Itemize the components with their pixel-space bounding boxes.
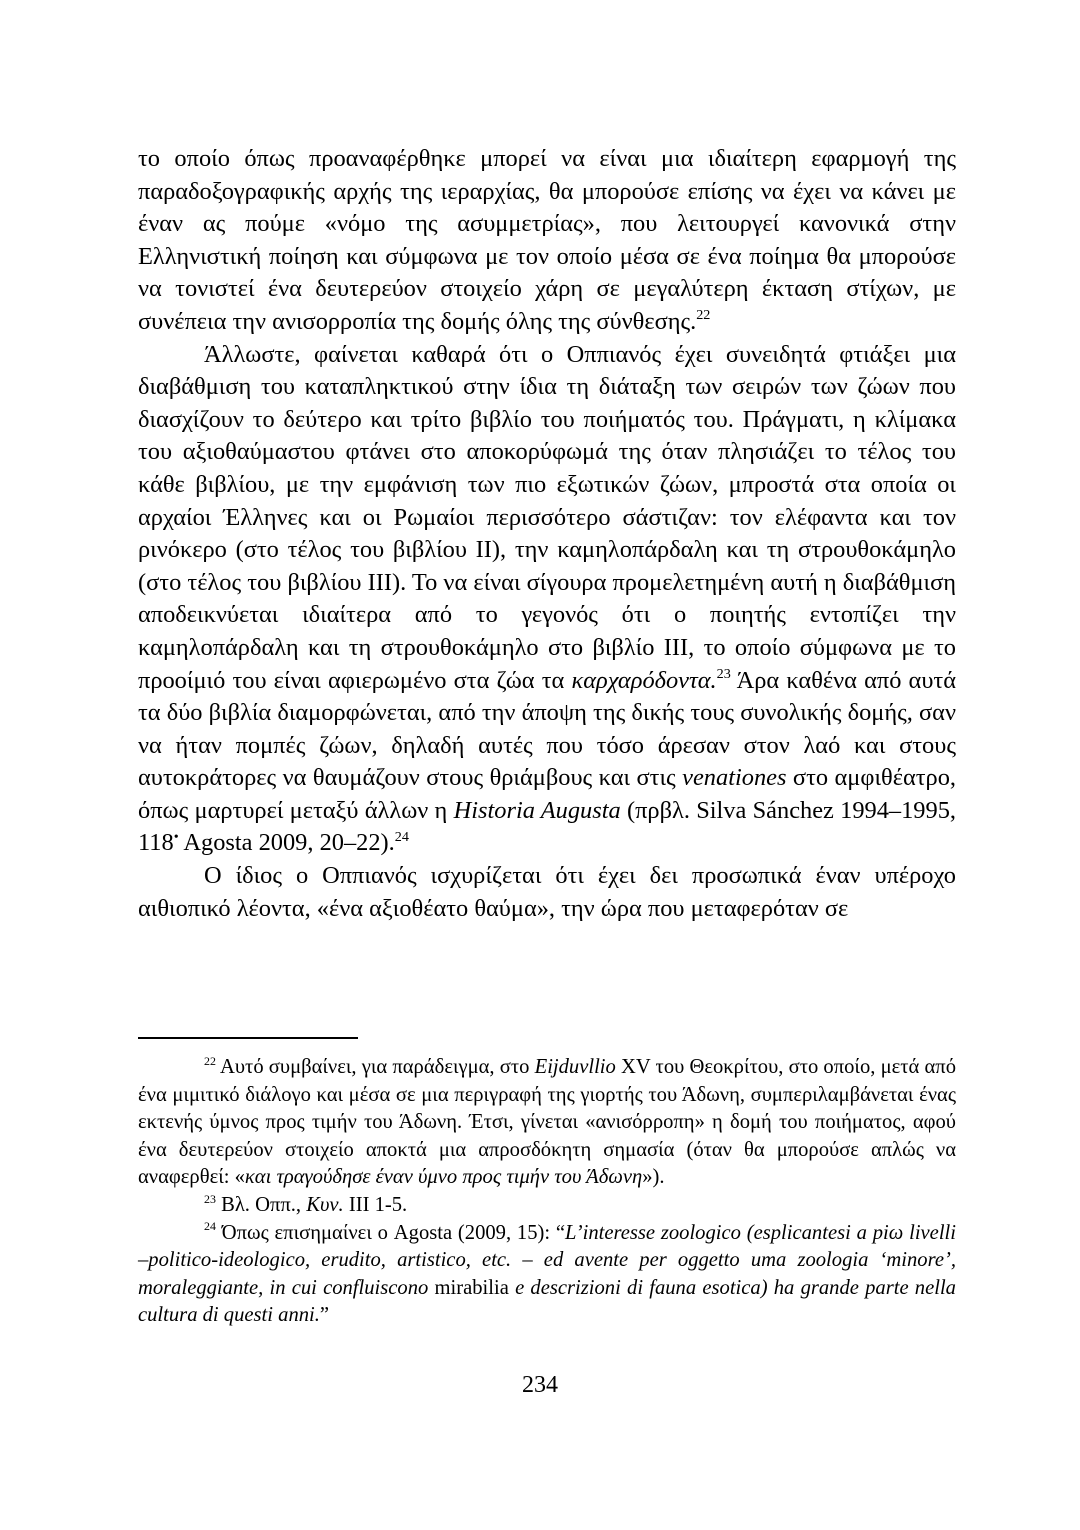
footnote-23: $^{23}$ Βλ. Οππ., Κυν. III 1-5. <box>204 1191 408 1216</box>
emphasis-karcharodonta: καρχαρόδοντα. <box>571 666 717 694</box>
paragraph-3: Ο ίδιος ο Οππιανός ισχυρίζεται ότι έχει δει προσωπικά έναν υπέροχο αιθιοπικό λέοντα, «ένα αξιοθέατο θαύμα», την ώρα που μεταφερόταν σε <box>138 862 956 922</box>
paragraph-2: Άλλωστε, φαίνεται καθαρά ότι ο Οππιανός έχει συνειδητά φτιάξει μια διαβάθμιση του καταπληκτικού στην ίδια τη διάταξη των σειρών των ζώων που διασχίζουν το δεύτερο και τρίτο βιβλίο του ποιήματός του. Πράγματι, η κλίμακα του αξιοθαύμαστου φτάνει στο αποκορύφωμά της όταν πλησιάζει το τέλος του κάθε βιβλίου, με την εμφάνιση των πιο εξωτικών ζώων, μπροστά στα οποία οι αρχαίοι Έλληνες και οι Ρωμαίοι περισσότερο σάστιζαν: τον ελέφαντα και τον ρινόκερο (στο τέλος του βιβλίου II), την καμηλοπάρδαλη και τη στρουθοκάμηλο (στο τέλος του βιβλίου III). Το να είναι σίγουρα προμελετημένη αυτή η διαβάθμιση αποδεικνύεται ιδιαίτερα από το γεγονός ότι ο ποιητής εντοπίζει την καμηλοπάρδαλη και τη στρουθοκάμηλο στο βιβλίο III, το οποίο σύμφωνα με το προοίμιό του είναι αφιερωμένο στα ζώα τα καρχαρόδοντα.$^{23}$ Άρα καθένα από αυτά τα δύο βιβλία διαμορφώνεται, από την άποψη της δικής τους συνολικής δομής, σαν να ήταν πομπές ζώων, δηλαδή αυτές που τόσο άρεσαν στον λαό και στους αυτοκράτορες να θαυμάζουν στους θριάμβους και στις venationes στο αμφιθέατρο, όπως μαρτυρεί μεταξύ άλλων η Historia Augusta (πρβλ. Silva Sánchez 1994–1995, 118• Agosta 2009, 20–22).$^{24}$ <box>138 340 956 857</box>
footnote-number: 23 <box>204 1191 216 1206</box>
paragraph-1: το οποίο όπως προαναφέρθηκε μπορεί να είναι μια ιδιαίτερη εφαρμογή της παραδοξογραφικής αρχής της ιεραρχίας, θα μπορούσε επίσης να έχει να κάνει με έναν ας πούμε «νόμο της ασυμμετρίας», που λειτουργεί κανονικά στην Ελληνιστική ποίηση και σύμφωνα με τον οποίο μέσα σε ένα ποίημα θα μπορούσε να τονιστεί ένα δευτερεύον στοιχείο χάρη σε μεγαλύτερη έκταση στίχων, με συνέπεια την ανισορροπία της δομής όλης της σύνθεσης.$^{22}$ <box>138 145 956 335</box>
bullet-separator: • <box>173 828 179 845</box>
footnote-24: $^{24}$ Όπως επισημαίνει ο Agosta (2009, 15): “L’interesse zoologico (esplicantesi a piω livelli –politico-ideologico, erudito, artistico, etc. – ed avente per oggetto uma zoologia ‘minore’, moraleggiante, in cui confluiscono mirabilia e descrizioni di fauna esotica) ha grande parte nella cultura di questi anni.” <box>138 1219 956 1327</box>
emphasis-historia-augusta: Historia Augusta <box>453 796 621 824</box>
footnote-number: 24 <box>204 1219 216 1234</box>
footnote-ref-23[interactable]: 23 <box>716 665 731 682</box>
footnote-separator <box>138 1037 358 1039</box>
main-text <box>138 143 956 925</box>
footnote-ref-22[interactable]: 22 <box>696 307 711 324</box>
footnote-22: $^{22}$ Αυτό συμβαίνει, για παράδειγμα, στο Eijduvllio XV του Θεοκρίτου, στο οποίο, μετά από ένα μιμιτικό διάλογο και μέσα σε μια περιγραφή της γιορτής του Άδωνη, συμπεριλαμβάνεται ένας εκτενής ύμνος προς τιμήν του Άδωνη. Έτσι, γίνεται «ανισόρροπη» η δομή του ποιήματος, αφού ένα δευτερεύον στοιχείο αποκτά μια απροσδόκητη σημασία (όταν θα μπορούσε απλώς να αναφερθεί: «και τραγούδησε έναν ύμνο προς τιμήν του Άδωνη»). <box>138 1053 956 1189</box>
page-number: 234 <box>522 1372 558 1398</box>
emphasis-venationes: venationes <box>682 764 787 792</box>
footnote-number: 22 <box>204 1053 216 1068</box>
footnotes <box>138 1054 956 1330</box>
footnote-ref-24[interactable]: 24 <box>394 828 409 845</box>
